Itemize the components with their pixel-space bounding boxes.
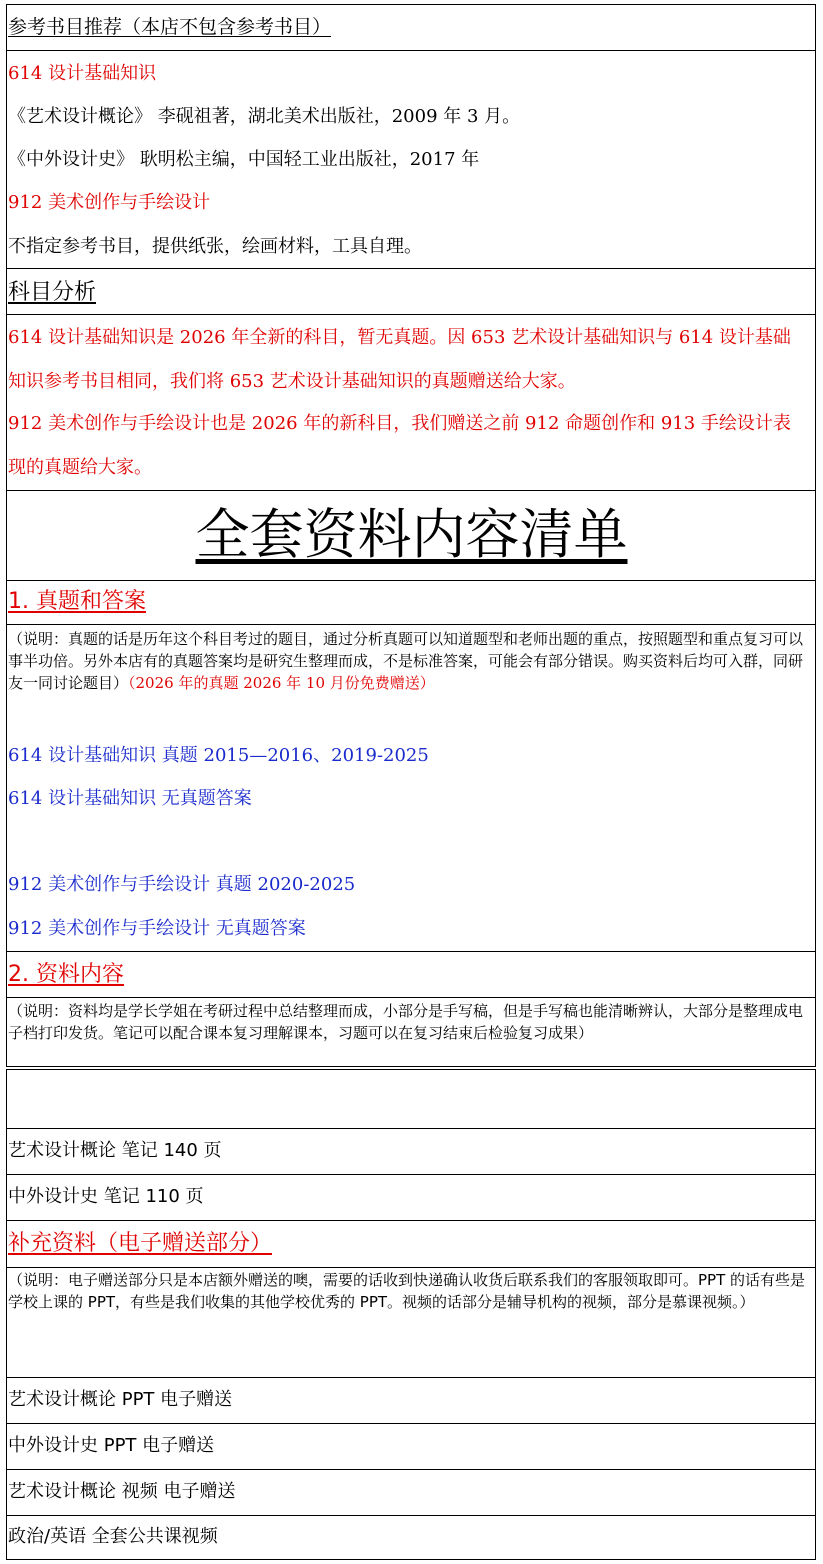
sec2-heading-cell <box>6 951 816 998</box>
sec3-item-4: 政治/英语 全套公共课视频 <box>8 1526 218 1547</box>
sec1-item-1: 614 设计基础知识 真题 2015—2016、2019-2025 <box>8 745 429 766</box>
sec3-item-1: 艺术设计概论 PPT 电子赠送 <box>8 1389 233 1410</box>
sec2-item-2: 中外设计史 笔记 110 页 <box>8 1186 204 1207</box>
sec1-desc-text: （说明：真题的话是历年这个科目考过的题目，通过分析真题可以知道题型和老师出题的重点，按照题型和重点复习可以事半功倍。另外本店有的真题答案均是研究生整理而成，不是标准答案，可能会有部分错误。购买资料后均可入群，同研友一同讨论题目） <box>8 630 804 692</box>
sec1-item-3: 912 美术创作与手绘设计 真题 2020-2025 <box>8 874 356 895</box>
sec1-item-2: 614 设计基础知识 无真题答案 <box>8 788 252 809</box>
ref-note: 不指定参考书目，提供纸张，绘画材料，工具自理。 <box>8 236 422 257</box>
sec3-description: （说明：电子赠送部分只是本店额外赠送的噢，需要的话收到快递确认收货后联系我们的客服领取即可。PPT 的话有些是学校上课的 PPT，有些是我们收集的其他学校优秀的 PPT。视频的话部分是辅导机构的视频，部分是慕课视频。） <box>8 1271 806 1311</box>
sec2-blank-cell <box>6 1069 816 1129</box>
analysis-line-3: 912 美术创作与手绘设计也是 2026 年的新科目，我们赠送之前 912 命题创作和 913 手绘设计表 <box>8 413 791 434</box>
sec1-item-4: 912 美术创作与手绘设计 无真题答案 <box>8 918 306 939</box>
sec1-heading: 1. 真题和答案 <box>8 589 146 614</box>
sec1-desc-free-note: （2026 年的真题 2026 年 10 月份免费赠送） <box>128 674 435 692</box>
sec3-item-3: 艺术设计概论 视频 电子赠送 <box>8 1481 236 1502</box>
subject-912-label: 912 美术创作与手绘设计 <box>8 192 211 213</box>
analysis-heading: 科目分析 <box>8 280 97 305</box>
sec2-heading: 2. 资料内容 <box>8 962 124 987</box>
sec3-heading: 补充资料（电子赠送部分） <box>8 1231 273 1256</box>
ref-book-2: 《中外设计史》 耿明松主编，中国轻工业出版社，2017 年 <box>8 149 480 170</box>
analysis-line-4: 现的真题给大家。 <box>8 457 152 478</box>
analysis-line-1: 614 设计基础知识是 2026 年全新的科目，暂无真题。因 653 艺术设计基础知识与 614 设计基础 <box>8 327 791 348</box>
sec1-description <box>8 628 814 694</box>
ref-heading: 参考书目推荐（本店不包含参考书目） <box>8 16 332 38</box>
analysis-heading-cell <box>6 268 816 315</box>
sec2-item-1: 艺术设计概论 笔记 140 页 <box>8 1140 222 1161</box>
sec2-description: （说明：资料均是学长学姐在考研过程中总结整理而成，小部分是手写稿，但是手写稿也能清晰辨认，大部分是整理成电子档打印发货。笔记可以配合课本复习理解课本，习题可以在复习结束后检验复习成果） <box>8 1002 804 1042</box>
analysis-line-2: 知识参考书目相同，我们将 653 艺术设计基础知识的真题赠送给大家。 <box>8 371 576 392</box>
ref-book-1: 《艺术设计概论》 李砚祖著，湖北美术出版社，2009 年 3 月。 <box>8 106 521 127</box>
page-title: 全套资料内容清单 <box>195 503 628 566</box>
sec3-item-2: 中外设计史 PPT 电子赠送 <box>8 1435 215 1456</box>
subject-614-label: 614 设计基础知识 <box>8 63 157 84</box>
